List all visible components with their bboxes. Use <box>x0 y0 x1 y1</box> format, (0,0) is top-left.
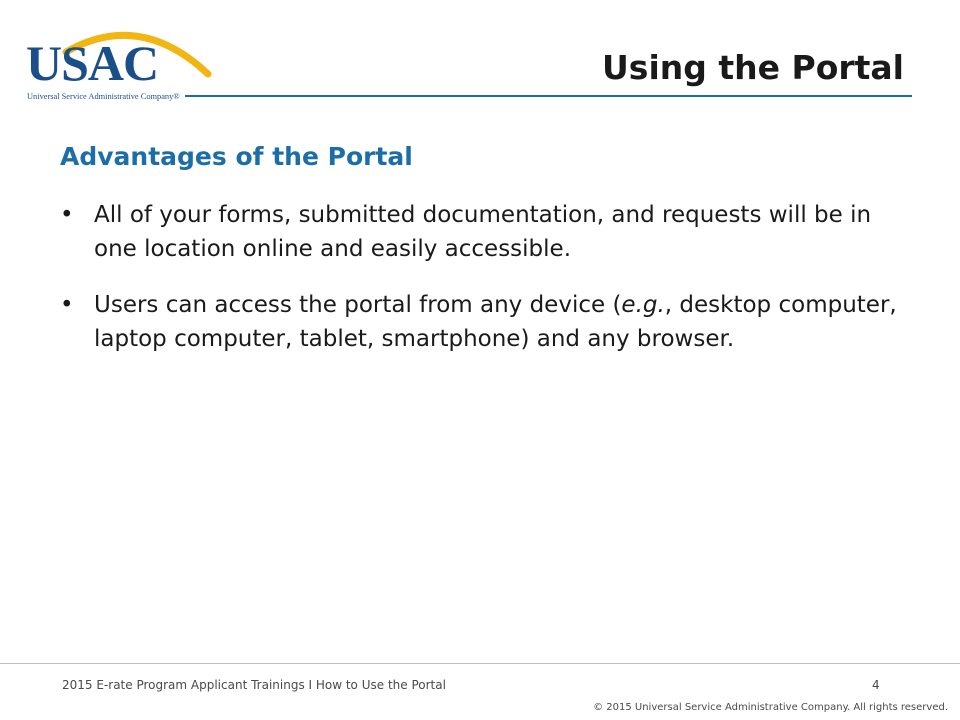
footer-caption: 2015 E-rate Program Applicant Trainings I How to Use the Portal <box>62 678 446 692</box>
slide-title: Using the Portal <box>602 48 904 87</box>
logo-wordmark: USAC <box>26 35 159 91</box>
bullet-icon: • <box>60 202 74 228</box>
logo-subtitle: Universal Service Administrative Company® <box>27 92 180 101</box>
bullet-text-part: Users can access the portal from any device ( <box>94 292 622 318</box>
bullet-text-part: , desktop computer, laptop computer, tablet, smartphone) and any browser. <box>94 292 897 352</box>
bullet-text: All of your forms, submitted documentation, and requests will be in one location online and easily accessible. <box>94 202 872 262</box>
copyright-notice: © 2015 Universal Service Administrative Company. All rights reserved. <box>593 702 948 713</box>
section-heading: Advantages of the Portal <box>60 142 413 171</box>
bullet-text <box>94 292 897 352</box>
usac-logo <box>20 16 220 100</box>
title-divider <box>185 95 912 97</box>
bullet-text-emphasis: e.g. <box>621 292 665 318</box>
list-item <box>58 198 914 266</box>
bullet-list <box>58 198 914 378</box>
page-number: 4 <box>872 678 880 692</box>
footer-divider <box>0 663 960 664</box>
bullet-icon: • <box>60 292 74 318</box>
list-item <box>58 288 914 356</box>
